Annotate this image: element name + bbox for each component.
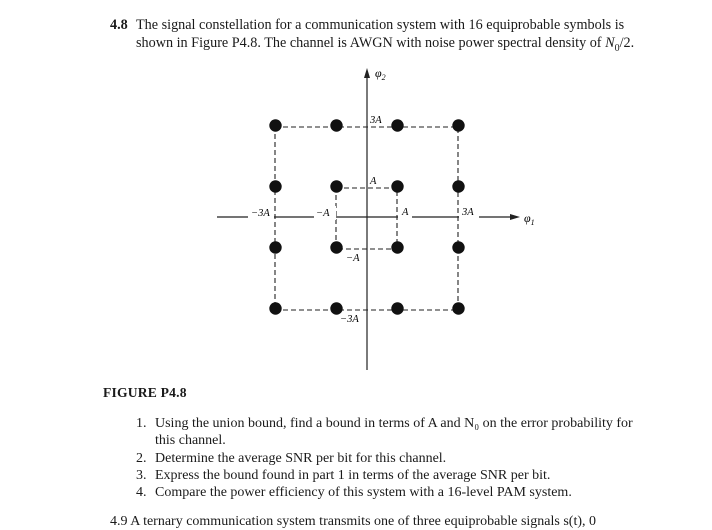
question-item xyxy=(136,432,676,449)
constellation-point xyxy=(330,180,342,192)
figure-caption: FIGURE P4.8 xyxy=(103,385,187,400)
tick-A-right: A xyxy=(402,207,409,218)
tick-negA-bottom: −A xyxy=(346,253,360,264)
constellation-point xyxy=(269,302,281,314)
noise-symbol: N xyxy=(605,35,615,51)
constellation-point xyxy=(330,241,342,253)
constellation-point xyxy=(452,119,464,131)
tick-3A-right: 3A xyxy=(462,207,474,218)
vertical-axis-arrow xyxy=(364,68,370,78)
constellation-point xyxy=(391,180,403,192)
constellation-point xyxy=(269,180,281,192)
problem-text-line-2-prefix: shown in Figure P4.8. The channel is AWGN with noise power spectral density of xyxy=(136,35,606,51)
tick-A-top: A xyxy=(370,176,377,187)
axis-phi2-label: $\varphi_2$ xyxy=(375,66,386,82)
question-text: Determine the average SNR per bit for this channel. xyxy=(155,450,447,466)
constellation-point xyxy=(391,302,403,314)
constellation-point xyxy=(269,241,281,253)
question-text: this channel. xyxy=(155,433,226,449)
constellation-point xyxy=(391,241,403,253)
constellation-point xyxy=(391,119,403,131)
constellation-point xyxy=(269,119,281,131)
question-item xyxy=(136,415,676,432)
constellation-point xyxy=(452,241,464,253)
constellation-point xyxy=(452,302,464,314)
horizontal-axis-arrow xyxy=(510,214,520,220)
problem-number: 4.8 xyxy=(110,17,128,33)
question-number: 1. xyxy=(136,416,147,431)
question-item xyxy=(136,484,676,501)
question-text: Using the union bound, find a bound in terms of A and N₀ on the error probability for xyxy=(155,416,633,431)
question-number: 2. xyxy=(136,450,147,466)
question-list xyxy=(136,415,676,501)
tick-3A-top: 3A xyxy=(370,115,382,126)
constellation-point xyxy=(452,180,464,192)
question-number: 4. xyxy=(136,485,147,501)
tick-negA-left: −A xyxy=(316,208,330,219)
constellation-point xyxy=(330,302,342,314)
problem-text-line-1: The signal constellation for a communication system with 16 equiprobable symbols is xyxy=(136,17,625,33)
question-text: Compare the power efficiency of this system with a 16-level PAM system. xyxy=(155,485,572,501)
tick-neg3A-left: −3A xyxy=(251,208,270,219)
axis-phi1-label: $\varphi_1$ xyxy=(524,211,535,227)
noise-subscript: 0 xyxy=(614,42,620,54)
question-item xyxy=(136,467,676,484)
constellation-point xyxy=(330,119,342,131)
question-text: Express the bound found in part 1 in terms of the average SNR per bit. xyxy=(155,467,551,483)
problem-text-line-2-suffix: /2. xyxy=(619,35,635,51)
question-item xyxy=(136,450,676,467)
tick-neg3A-bottom: −3A xyxy=(340,314,359,325)
next-problem-fragment: 4.9 A ternary communication system transmits one of three equiprobable signals s(t), 0 xyxy=(110,514,597,529)
question-number: 3. xyxy=(136,467,147,483)
